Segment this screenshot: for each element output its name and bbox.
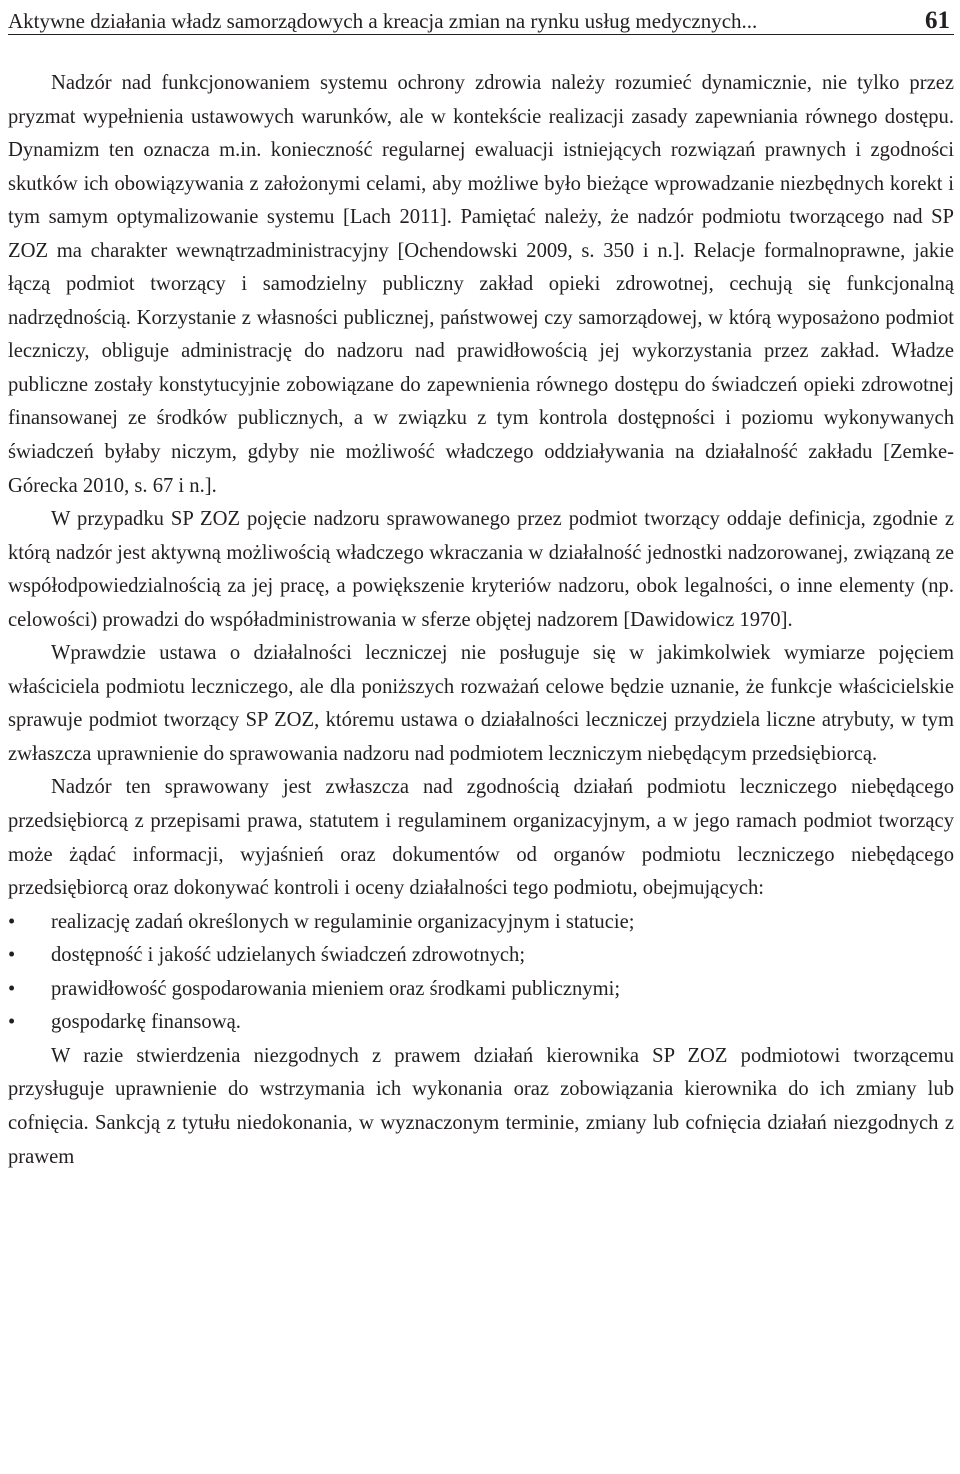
paragraph: W razie stwierdzenia niezgodnych z prawem działań kierownika SP ZOZ podmiotowi tworzącemu przysługuje uprawnienie do wstrzymania ich wykonania oraz zobowiązania kierownika do ich zmiany lub cofnięcia. Sankcją z tytułu niedokonania, w wyznaczonym terminie, zmiany lub cofnięcia działań niezgodnych z prawem [8,1044,954,1168]
paragraph: Wprawdzie ustawa o działalności leczniczej nie posługuje się w jakimkolwiek wymiarze pojęciem właściciela podmiotu leczniczego, ale dla poniższych rozważań celowe będzie uznanie, że funkcje właścicielskie sprawuje podmiot tworzący SP ZOZ, któremu ustawa o działalności leczniczej przydziela liczne atrybuty, w tym zwłaszcza uprawnienie do sprawowania nadzoru nad podmiotem leczniczym niebędącym przedsiębiorcą. [8,642,954,765]
list-item-text: realizację zadań określonych w regulaminie organizacyjnym i statucie; [51,910,635,933]
paragraph: Nadzór nad funkcjonowaniem systemu ochrony zdrowia należy rozumieć dynamicznie, nie tylko przez pryzmat wypełnienia ustawowych warunków, ale w kontekście realizacji zasady zapewniania równego dostępu. Dynamizm ten oznacza m.in. konieczność regularnej ewaluacji istniejących rozwiązań prawnych i zgodności skutków ich obowiązywania z założonymi celami, aby możliwe było bieżące wprowadzanie niezbędnych korekt i tym samym optymalizowanie systemu [Lach 2011]. Pamiętać należy, że nadzór podmiotu tworzącego nad SP ZOZ ma charakter wewnątrzadministracyjny [Ochendowski 2009, s. 350 i n.]. Relacje formalnoprawne, jakie łączą podmiot tworzący i samodzielny publiczny zakład opieki zdrowotnej, cechują się funkcjonalną nadrzędnością. Korzystanie z własności publicznej, państwowej czy samorządowej, w którą wyposażono podmiot leczniczy, obliguje administrację do nadzoru nad prawidłowością jej wykorzystania przez zakład. Władze publiczne zostały konstytucyjnie zobowiązane do zapewnienia równego dostępu do świadczeń opieki zdrowotnej finansowanej ze środków publicznych, a w związku z tym kontrola dostępności i poziomu wykonywanych świadczeń byłaby niczym, gdyby nie możliwość władczego oddziaływania na działalność zakładu [Zemke-Górecka 2010, s. 67 i n.]. [8,72,954,497]
bullet-icon: • [8,1011,16,1034]
running-header [8,0,954,35]
paragraph: Nadzór ten sprawowany jest zwłaszcza nad zgodnością działań podmiotu leczniczego niebędącego przedsiębiorcą z przepisami prawa, statutem i regulaminem organizacyjnym, a w jego ramach podmiot tworzący może żądać informacji, wyjaśnień oraz dokumentów od organów podmiotu leczniczego niebędącego przedsiębiorcą oraz dokonywać kontroli i oceny działalności tego podmiotu, obejmujących: [8,776,954,900]
bullet-icon: • [8,944,16,967]
list-item-text: prawidłowość gospodarowania mieniem oraz środkami publicznymi; [51,977,621,1000]
bullet-icon: • [8,977,16,1000]
bullet-list [8,906,954,1040]
list-item-text: dostępność i jakość udzielanych świadczeń zdrowotnych; [51,944,526,967]
bullet-icon: • [8,910,16,933]
document-page [8,0,954,1174]
list-item [8,906,954,940]
running-title: Aktywne działania władz samorządowych a kreacja zmian na rynku usług medycznych... [8,9,758,33]
body-text [8,67,954,1174]
list-item [8,939,954,973]
list-item-text: gospodarkę finansową. [51,1011,241,1034]
page-number: 61 [925,7,950,34]
list-item [8,1006,954,1040]
paragraph: W przypadku SP ZOZ pojęcie nadzoru sprawowanego przez podmiot tworzący oddaje definicja, zgodnie z którą nadzór jest aktywną możliwością władczego wkraczania w działalność jednostki nadzorowanej, związaną ze współodpowiedzialnością za jej pracę, a powiększenie kryteriów nadzoru, obok legalności, o inne elementy (np. celowości) prowadzi do współadministrowania w sferze objętej nadzorem [Dawidowicz 1970]. [8,508,954,631]
list-item [8,973,954,1007]
